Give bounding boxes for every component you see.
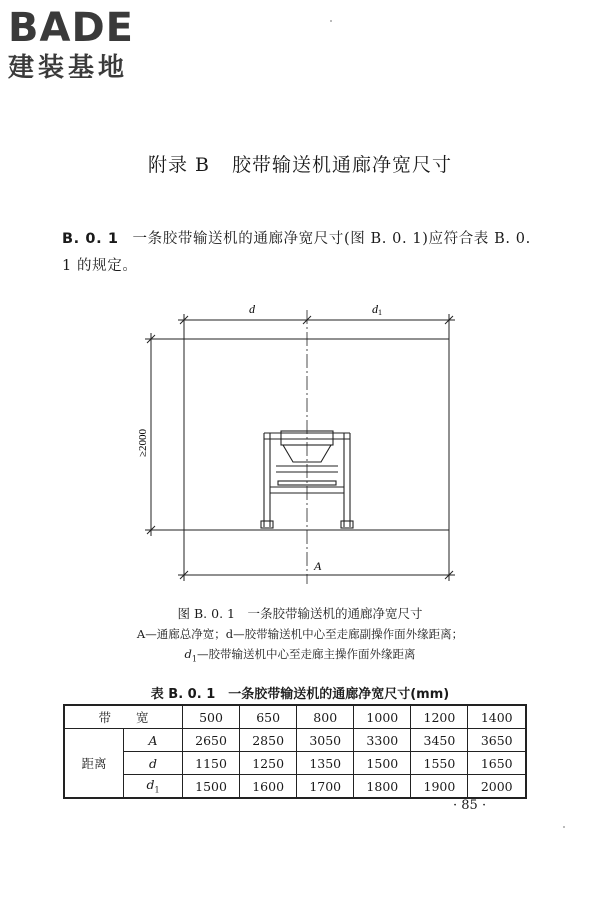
header-cell: 1400 [468, 705, 526, 729]
table-cell: 2650 [183, 729, 240, 752]
header-cell: 500 [183, 705, 240, 729]
table-cell: 1800 [354, 775, 411, 799]
header-cell: 800 [297, 705, 354, 729]
page-number: · 85 · [453, 798, 487, 813]
dim-label-d: d [249, 302, 255, 316]
foot-plate-right [341, 521, 353, 528]
clause-number: B. 0. 1 [62, 231, 119, 247]
logo-brand-text: BADE [8, 5, 134, 51]
header-cell: 1200 [411, 705, 468, 729]
table-cell: 2850 [240, 729, 297, 752]
table-cell: 1500 [354, 752, 411, 775]
table-cell: 1550 [411, 752, 468, 775]
row-label-d1-sub: 1 [154, 785, 160, 795]
appendix-heading-text: 胶带输送机通廊净宽尺寸 [232, 154, 453, 176]
corridor-outline [184, 339, 449, 530]
table-title: 表 B. 0. 1 一条胶带输送机的通廊净宽尺寸(mm) [150, 687, 450, 702]
figure-legend-line2 [0, 646, 600, 663]
table-cell: 2000 [468, 775, 526, 799]
table-cell: 1500 [183, 775, 240, 799]
table-row [64, 775, 526, 799]
table-cell: 1600 [240, 775, 297, 799]
foot-plate-left [261, 521, 273, 528]
table-cell: 3650 [468, 729, 526, 752]
clause-text: 一条胶带输送机的通廊净宽尺寸(图 B. 0. 1)应符合表 B. 0. 1 的规定。 [62, 231, 531, 274]
table-cell: 1900 [411, 775, 468, 799]
table-row [64, 752, 526, 775]
table-row [64, 729, 526, 752]
dim-label-height: ≥2000 [137, 428, 149, 457]
header-cell: 650 [240, 705, 297, 729]
table-cell: 3300 [354, 729, 411, 752]
dim-label-d1: d1 [372, 302, 382, 317]
legend-d1-subscript: 1 [191, 654, 197, 664]
table-cell: 1250 [240, 752, 297, 775]
speck [330, 20, 332, 22]
logo-subtitle-text: 建装基地 [8, 53, 129, 83]
table-cell: 3050 [297, 729, 354, 752]
appendix-label: 附录 B [147, 154, 210, 176]
row-label-A: A [124, 729, 183, 752]
legend-d1-text: —胶带输送机中心至走廊主操作面外缘距离 [196, 647, 416, 661]
figure-caption: 图 B. 0. 1 一条胶带输送机的通廊净宽尺寸 [177, 606, 423, 621]
row-label-d1-base: d [146, 777, 155, 793]
table-cell: 3450 [411, 729, 468, 752]
dim-label-A: A [314, 559, 322, 573]
table-header-row [64, 705, 526, 729]
table-cell: 1700 [297, 775, 354, 799]
figure-legend-line1: A—通廊总净宽；d—胶带输送机中心至走廊副操作面外缘距离； [136, 627, 464, 641]
corridor-width-table [63, 704, 527, 799]
table-cell: 1350 [297, 752, 354, 775]
row-label-d1 [124, 775, 183, 799]
table-cell: 1650 [468, 752, 526, 775]
group-label-distance: 距离 [64, 729, 124, 799]
speck [563, 826, 565, 828]
legend-d1-symbol: d [184, 647, 192, 661]
table-cell: 1150 [183, 752, 240, 775]
header-belt-width: 带 宽 [64, 705, 183, 729]
row-label-d: d [124, 752, 183, 775]
header-cell: 1000 [354, 705, 411, 729]
